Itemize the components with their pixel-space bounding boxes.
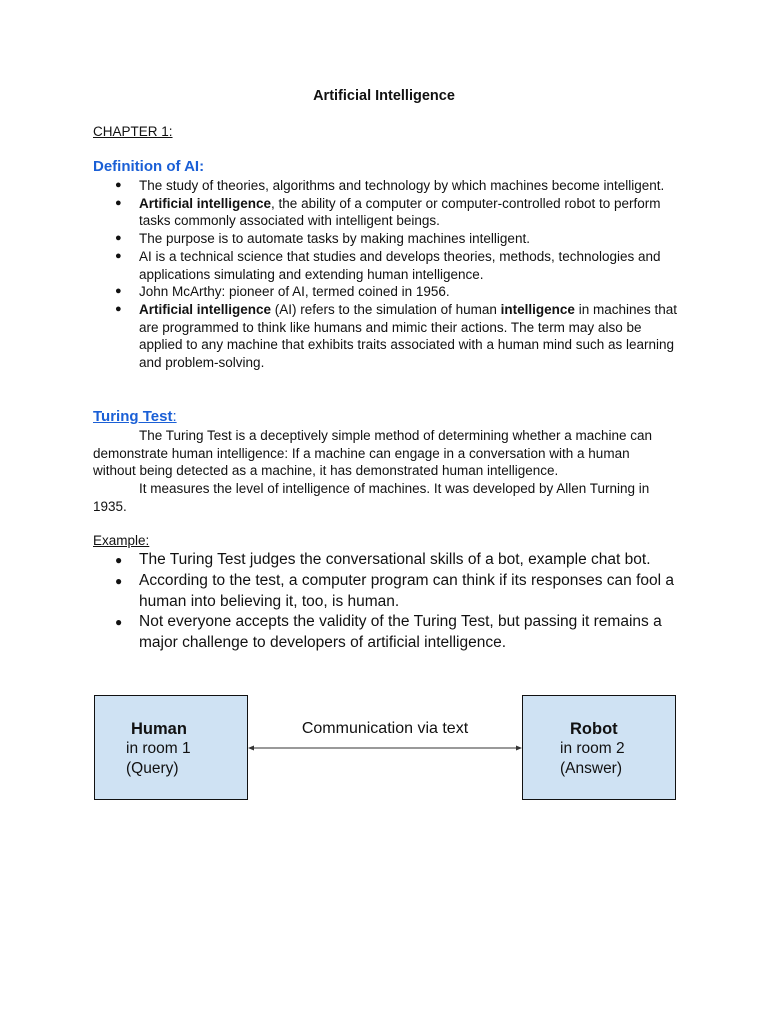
bullet-icon: ● bbox=[115, 232, 122, 245]
bullet-icon: ● bbox=[115, 196, 122, 209]
list-item: ● AI is a technical science that studies and develops theories, methods, technologies and applications simulating and extending human intelligence. bbox=[115, 248, 661, 282]
communication-label: Communication via text bbox=[301, 720, 469, 737]
robot-box-room: in room 2 bbox=[560, 740, 625, 757]
page-title: Artificial Intelligence bbox=[313, 88, 455, 104]
list-item: ● The purpose is to automate tasks by making machines intelligent. bbox=[115, 231, 530, 247]
chapter-label: CHAPTER 1: bbox=[93, 124, 173, 139]
bullet-icon: ● bbox=[115, 615, 123, 630]
list-item: ● According to the test, a computer program can think if its responses can fool a human into believing it, too, is human. bbox=[115, 571, 675, 610]
bullet-icon: ● bbox=[115, 249, 122, 262]
list-item: ● Not everyone accepts the validity of the Turing Test, but passing it remains a major challenge to developers of artificial intelligence. bbox=[115, 613, 662, 652]
definition-list bbox=[93, 177, 683, 372]
bullet-icon: ● bbox=[115, 553, 123, 567]
human-box-role: (Query) bbox=[126, 760, 179, 777]
list-item: ● Artificial intelligence (AI) refers to the simulation of human intelligence in machines that are programmed to think like humans and mimic their actions. The term may also be applied to any machine that exhibits traits associated with a human mind such as learning and problem-solving. bbox=[115, 301, 677, 371]
bullet-icon: ● bbox=[115, 302, 122, 315]
bullet-icon: ● bbox=[115, 285, 122, 298]
list-item: ● The Turing Test judges the conversational skills of a bot, example chat bot. bbox=[93, 550, 683, 571]
bullet-icon: ● bbox=[115, 573, 123, 588]
human-room-box bbox=[94, 695, 248, 800]
turing-heading-link[interactable]: Turing Test bbox=[93, 408, 173, 425]
list-item: ● Artificial intelligence, the ability of a computer or computer-controlled robot to perform tasks commonly associated with intelligent beings. bbox=[115, 195, 661, 229]
human-box-title: Human bbox=[131, 720, 187, 738]
bullet-icon: ● bbox=[115, 179, 122, 191]
example-label: Example: bbox=[93, 533, 150, 548]
robot-box-title: Robot bbox=[570, 720, 618, 738]
robot-room-box bbox=[522, 695, 676, 800]
list-item: ● The study of theories, algorithms and technology by which machines become intelligent. bbox=[115, 178, 665, 193]
turing-paragraph-2: It measures the level of intelligence of machines. It was developed by Allen Turning in 1935. bbox=[93, 481, 650, 514]
list-item: ● John McArthy: pioneer of AI, termed coined in 1956. bbox=[115, 284, 450, 300]
turing-heading[interactable]: Turing Test: bbox=[93, 408, 177, 425]
definition-heading: Definition of AI: bbox=[93, 158, 205, 175]
turing-paragraph-1: The Turing Test is a deceptively simple method of determining whether a machine can demonstrate human intelligence: If a machine can engage in a conversation with a human without being detected as a machine, it has demonstrated human intelligence. bbox=[93, 428, 653, 479]
example-list bbox=[93, 550, 683, 654]
double-arrow-icon bbox=[248, 740, 522, 756]
human-box-room: in room 1 bbox=[126, 740, 191, 757]
robot-box-role: (Answer) bbox=[560, 760, 623, 777]
